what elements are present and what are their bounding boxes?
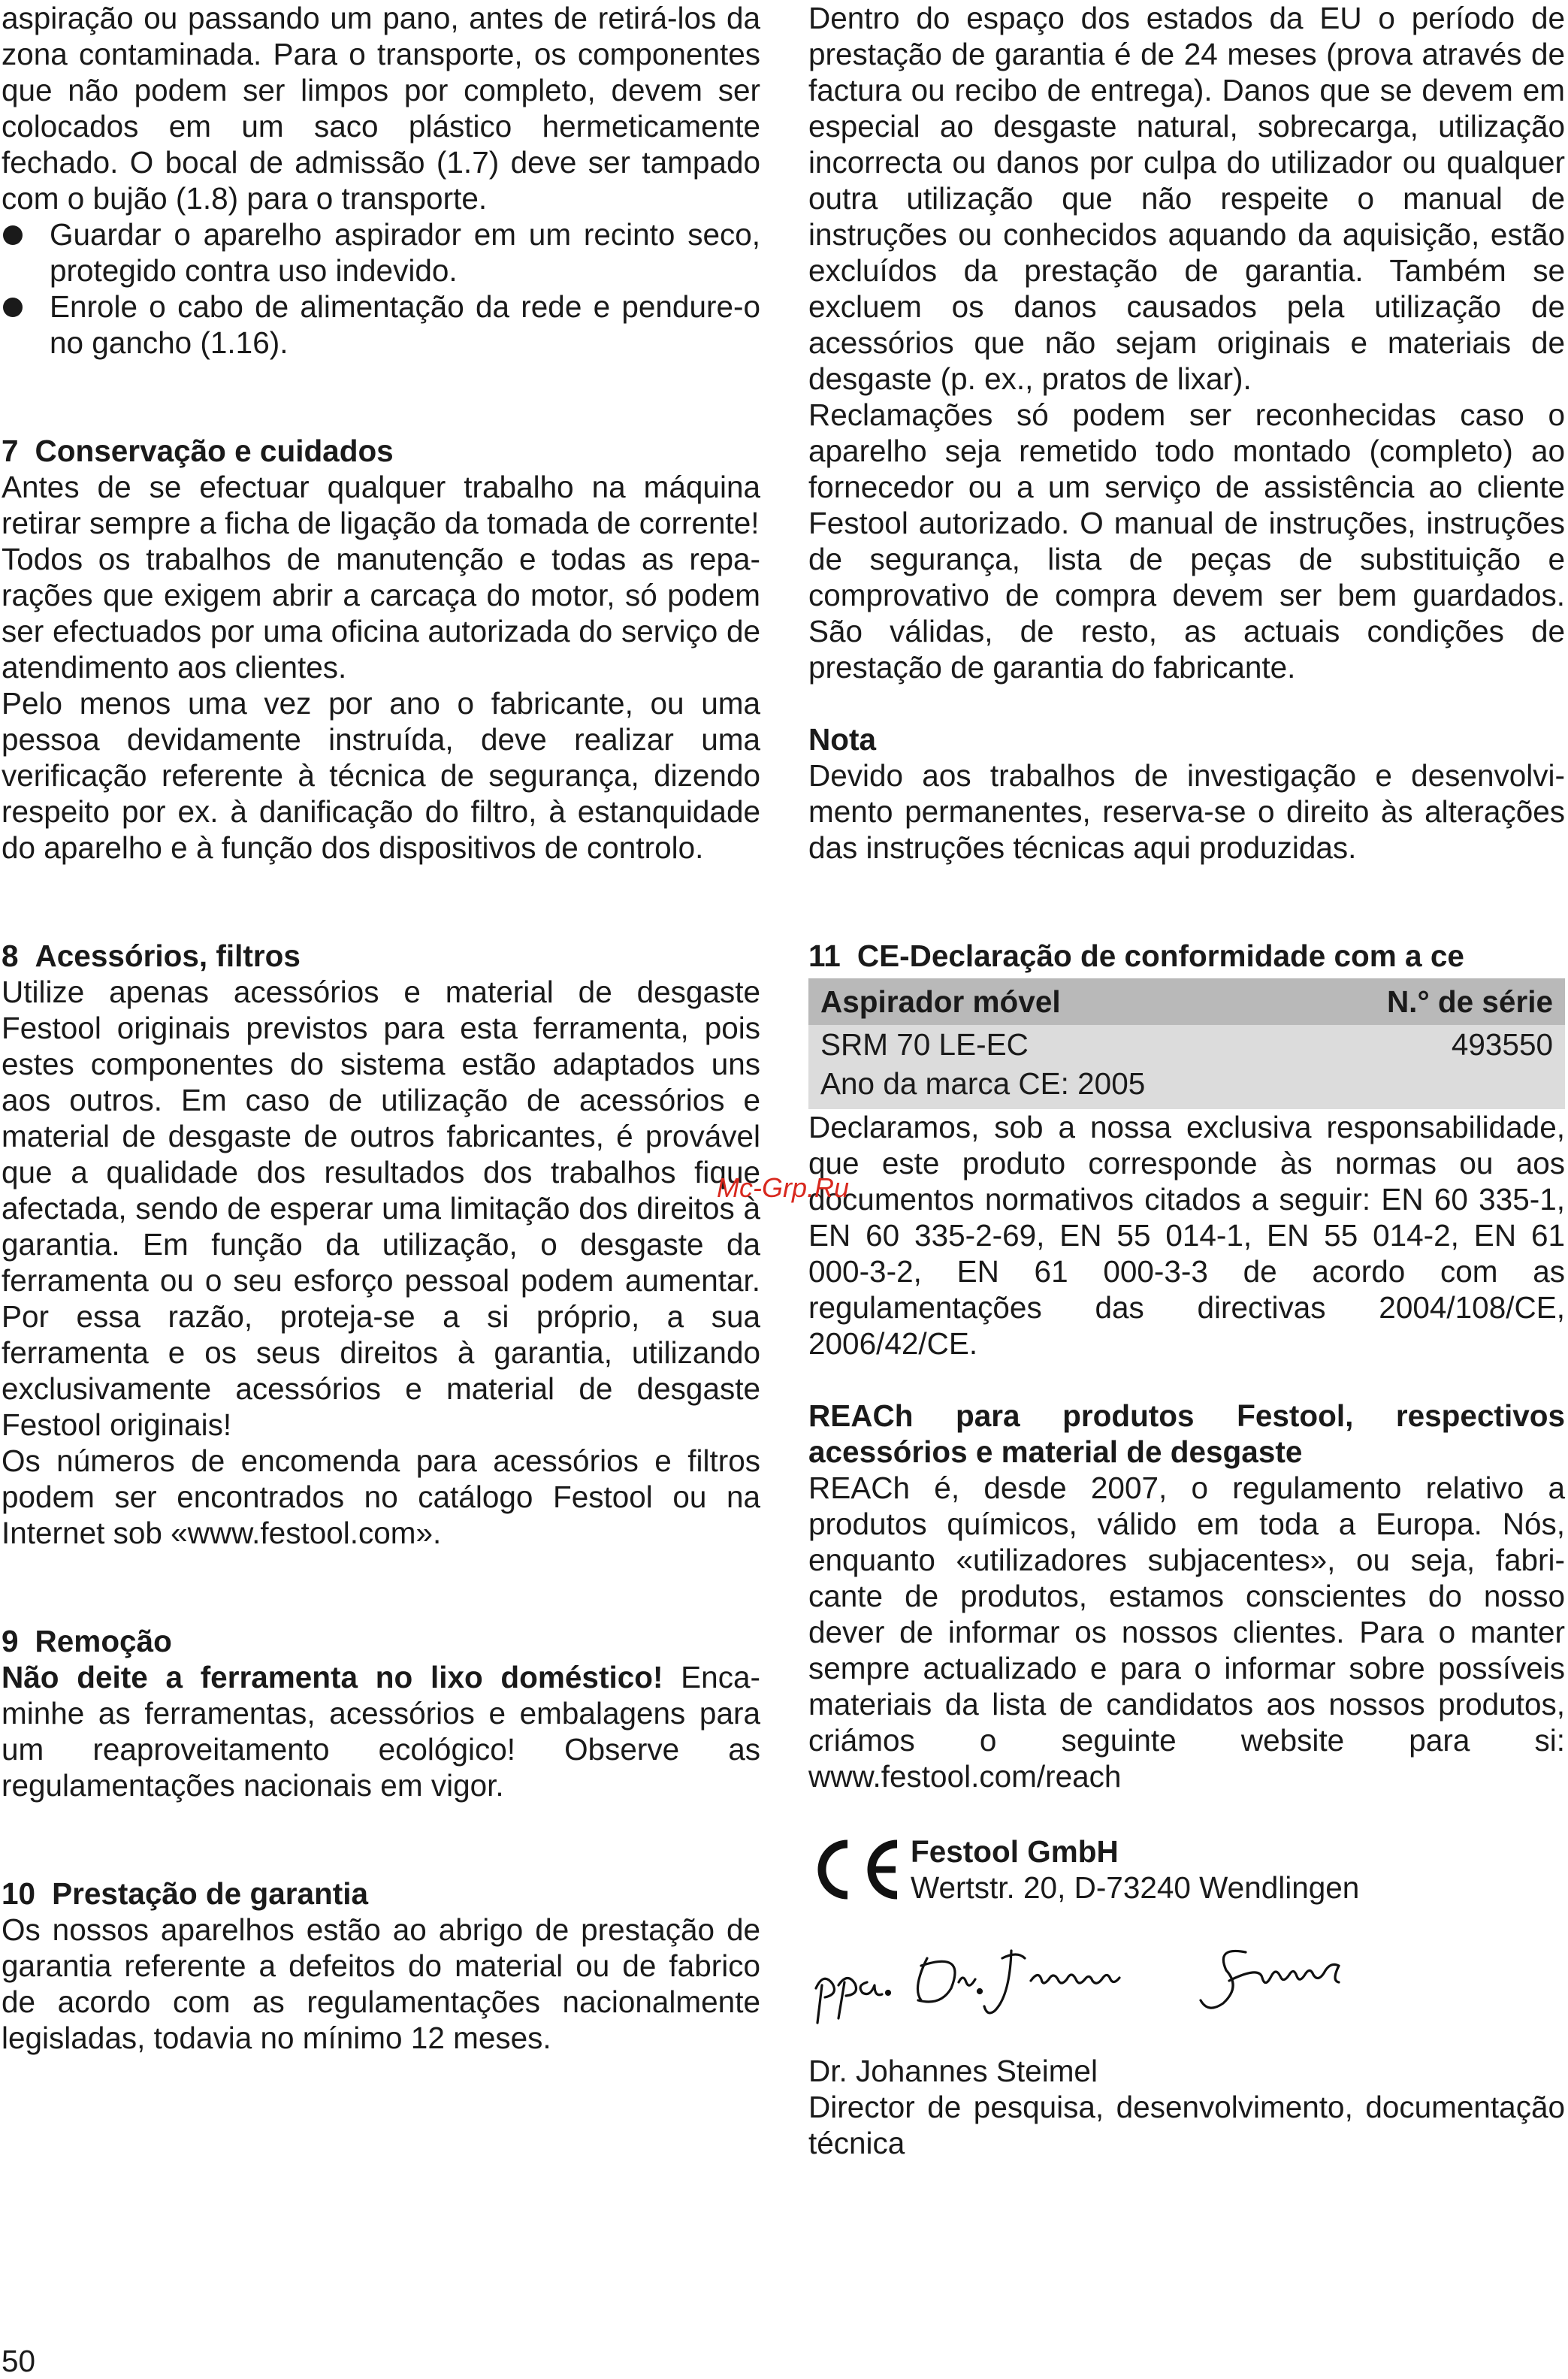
signature bbox=[808, 1936, 1424, 2033]
bullet-dot-icon bbox=[3, 225, 23, 245]
page-number: 50 bbox=[2, 2344, 36, 2378]
section-10-heading bbox=[2, 1876, 760, 1912]
nota-heading: Nota bbox=[808, 722, 876, 757]
left-column bbox=[2, 0, 760, 2056]
table-header-row bbox=[808, 978, 1565, 1025]
reach-heading: REACh para produtos Festool, respectivos acessórios e material de desgaste bbox=[808, 1398, 1565, 1469]
signatory-title: Director de pesquisa, desenvolvimento, documentação técnica bbox=[808, 2090, 1565, 2160]
section-title: CE-Declaração de conformidade com a ce bbox=[857, 939, 1464, 973]
table-cell-serial: 493550 bbox=[1451, 1027, 1553, 1062]
section-number: 11 bbox=[808, 939, 841, 973]
intro-paragraph: aspiração ou passando um pano, antes de retirá-los da zona contaminada. Para o transporte, os componentes que não podem ser limpos por completo, devem ser colocados em um saco plástico hermeticamente fechado. O bocal de admissão (1.7) deve ser tampado com o bujão (1.8) para o transporte. bbox=[2, 1, 760, 216]
bullet-item bbox=[2, 216, 760, 289]
company-block bbox=[808, 1833, 1565, 1906]
disposal-warning: Não deite a ferramenta no lixo doméstico! bbox=[2, 1660, 663, 1694]
section-number: 7 bbox=[2, 434, 19, 468]
reach-paragraph: REACh é, desde 2007, o regulamento relativo a produtos químicos, válido em toda a Europa. Nós, enquanto «utilizadores subjacentes», ou seja, fabricante de produtos, estamos conscientes do nosso dever de informar os nossos clientes. Para o manter sempre actualizado e para o informar sobre possíveis materiais da lista de candidatos aos nossos produtos, criámos o seguinte website para si: www.festool.com/reach bbox=[808, 1471, 1565, 1794]
section-9-heading bbox=[2, 1623, 760, 1659]
section-number: 9 bbox=[2, 1624, 19, 1658]
section-title: Remoção bbox=[35, 1624, 172, 1658]
table-header-serial: N.° de série bbox=[1249, 978, 1565, 1025]
section-title: Conservação e cuidados bbox=[35, 434, 394, 468]
ce-declaration-table bbox=[808, 978, 1565, 1109]
warranty-paragraph: Dentro do espaço dos estados da EU o período de prestação de garantia é de 24 meses (prova através de factura ou recibo de entrega). Danos que se devem em especial ao desgaste natural, sobrecarga, utilização incorrecta ou danos por culpa do utilizador ou qualquer outra utilização que não respeite o manual de instruções ou conhecidos aquando da aquisição, estão excluídos da prestação de garantia. Também se excluem os danos causados pela utilização de acessórios que não sejam originais e materiais de desgaste (p. ex., pratos de lixar). bbox=[808, 1, 1565, 396]
company-address: Wertstr. 20, D-73240 Wendlingen bbox=[911, 1870, 1360, 1905]
nota-paragraph: Devido aos trabalhos de investigação e desenvolvimento permanentes, reserva-se o direito às alterações das instruções técnicas aqui produzidas. bbox=[808, 758, 1565, 865]
company-name: Festool GmbH bbox=[911, 1834, 1119, 1869]
declaration-paragraph: Declaramos, sob a nossa exclusiva responsabilidade, que este produto corresponde às normas ou aos documentos normativos citados a seguir: EN 60 335-1, EN 60 335-2-69, EN 55 014-1, EN 55 014-2, EN 61 000-3-2, EN 61 000-3-3 de acordo com as regulamentações das directivas 2004/108/CE, 2006/42/CE. bbox=[808, 1110, 1565, 1361]
section-7-heading bbox=[2, 433, 760, 469]
section-number: 8 bbox=[2, 939, 19, 973]
section-10-paragraph: Os nossos aparelhos estão ao abrigo de prestação de garantia referente a defeitos do material ou de fabrico de acordo com as regulamentações nacionalmente legisladas, todavia no mínimo 12 meses. bbox=[2, 1912, 760, 2055]
section-8-heading bbox=[2, 938, 760, 974]
section-7-paragraph: Pelo menos uma vez por ano o fabricante, ou uma pessoa devidamente instruída, deve realizar uma verificação referente à técnica de segurança, dizendo respeito por ex. à danificação do filtro, à estanquidade do aparelho e à função dos dispositivos de controlo. bbox=[2, 686, 760, 865]
warranty-paragraph: Reclamações só podem ser reconhecidas caso o aparelho seja remetido todo montado (completo) ao fornecedor ou a um serviço de assistência ao cliente Festool autorizado. O manual de instruções, instruções de segurança, lista de peças de substituição e comprovativo de compra devem ser bem guardados. São válidas, de resto, as actuais condições de prestação de garantia do fabricante. bbox=[808, 398, 1565, 685]
section-title: Prestação de garantia bbox=[52, 1876, 369, 1911]
table-header-product: Aspirador móvel bbox=[808, 978, 1249, 1025]
section-7-paragraph: Todos os trabalhos de manutenção e todas as reparações que exigem abrir a carcaça do motor, só podem ser efectuados por uma oficina autorizada do serviço de atendimento aos clientes. bbox=[2, 542, 760, 685]
ce-mark-icon bbox=[808, 1833, 906, 1906]
table-row bbox=[808, 1025, 1565, 1064]
signatory-name: Dr. Johannes Steimel bbox=[808, 2054, 1098, 2088]
right-column bbox=[808, 0, 1565, 2161]
section-8-paragraph: Os números de encomenda para acessórios e filtros podem ser encontrados no catálogo Festool ou na Internet sob «www.festool.com». bbox=[2, 1443, 760, 1550]
section-title: Acessórios, filtros bbox=[35, 939, 301, 973]
section-8-paragraph: Utilize apenas acessórios e material de desgaste Festool originais previstos para esta ferramenta, pois estes componentes do sistema estão adaptados uns aos outros. Em caso de utilização de acessórios e material de desgaste de outros fabricantes, é provável que a qualidade dos resultados dos trabalhos fique afectada, sendo de esperar uma limitação dos direitos à garantia. Em função da utilização, o desgaste da ferramenta ou o seu esforço pessoal podem aumentar. Por essa razão, proteja-se a si próprio, a sua ferramenta e os seus direitos à garantia, utilizando exclusivamente acessórios e material de desgaste Festool originais! bbox=[2, 975, 760, 1442]
table-cell-year: Ano da marca CE: 2005 bbox=[820, 1066, 1146, 1101]
section-11-heading bbox=[808, 938, 1565, 974]
bullet-item bbox=[2, 289, 760, 361]
section-7-paragraph: Antes de se efectuar qualquer trabalho na máquina retirar sempre a ficha de ligação da tomada de corrente! bbox=[2, 470, 760, 540]
watermark: Mc-Grp.Ru bbox=[717, 1172, 850, 1203]
bullet-dot-icon bbox=[3, 298, 23, 317]
table-row bbox=[808, 1064, 1565, 1109]
section-number: 10 bbox=[2, 1876, 36, 1911]
disposal-text: Encaminhe as ferramentas, acessórios e embalagens para um reaproveitamento ecológico! Observe as regulamentações nacionais em vigor. bbox=[2, 1660, 760, 1803]
company-text bbox=[911, 1833, 1359, 1906]
section-9-paragraph bbox=[2, 1659, 760, 1803]
table-cell-model: SRM 70 LE-EC bbox=[820, 1027, 1029, 1062]
bullet-text: Guardar o aparelho aspirador em um recinto seco, protegido contra uso indevido. bbox=[50, 217, 760, 288]
bullet-text: Enrole o cabo de alimentação da rede e pendure-o no gancho (1.16). bbox=[50, 289, 760, 360]
